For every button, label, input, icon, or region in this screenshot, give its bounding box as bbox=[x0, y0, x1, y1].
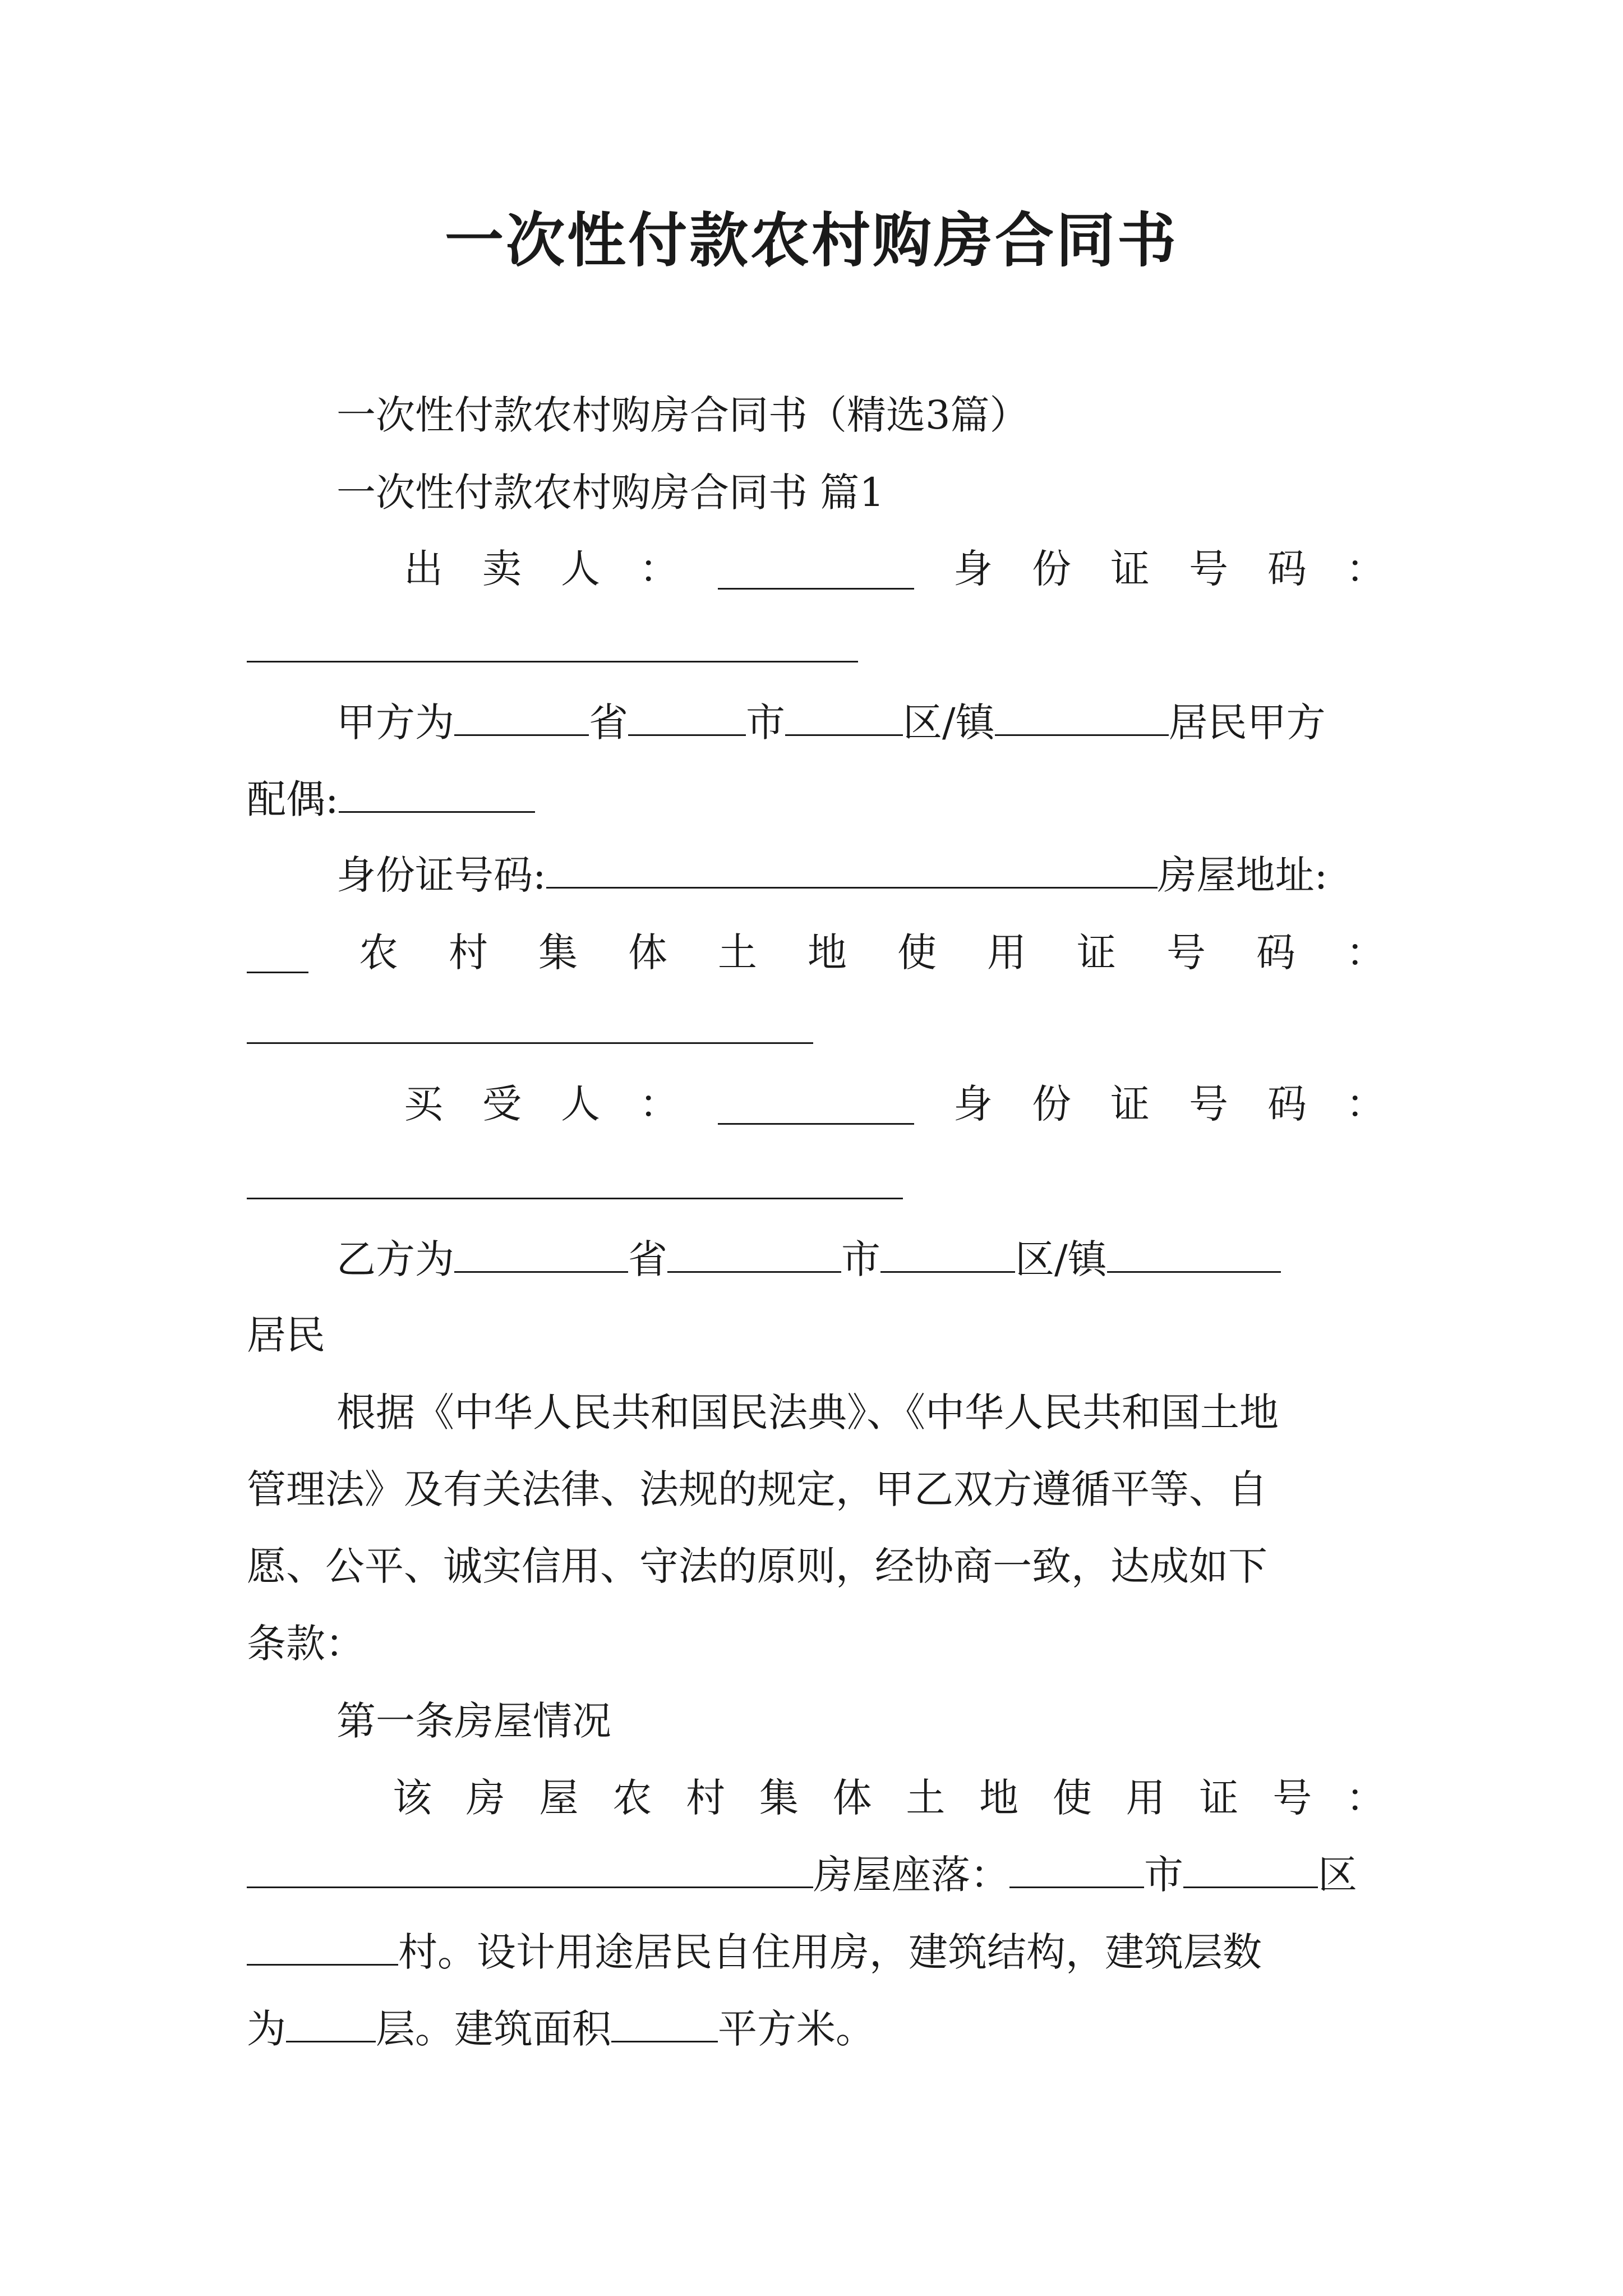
basis-line-3: 愿、公平、诚实信用、守法的原则，经协商一致，达成如下 bbox=[247, 1543, 1267, 1589]
province-label: 省 bbox=[589, 700, 628, 746]
buyer-id-char: 码 bbox=[1267, 1081, 1307, 1127]
party-b-province-blank[interactable] bbox=[454, 1232, 628, 1273]
cert-char: 屋 bbox=[539, 1775, 579, 1821]
floors-area-text: 层。建筑面积 bbox=[376, 2006, 611, 2052]
buyer-id-char: 身 bbox=[953, 1081, 993, 1127]
house-address-label: 房屋地址: bbox=[1157, 852, 1328, 898]
land-cert-row bbox=[247, 924, 1385, 981]
buyer-id-char: ： bbox=[1346, 1081, 1385, 1127]
id-number-label: 身份证号码: bbox=[336, 852, 546, 898]
village-usage-text: 村。设计用途居民自住用房，建筑结构，建筑层数 bbox=[398, 1929, 1262, 1975]
basis-line-2: 管理法》及有关法律、法规的规定，甲乙双方遵循平等、自 bbox=[247, 1466, 1267, 1512]
city-label: 市 bbox=[841, 1236, 880, 1282]
party-a-province-blank[interactable] bbox=[454, 695, 589, 736]
party-a-line bbox=[336, 694, 1385, 751]
cert-char: 号 bbox=[1272, 1775, 1312, 1821]
buyer-label-char: ： bbox=[639, 1081, 679, 1127]
article-1-cert-row bbox=[393, 1770, 1385, 1826]
spouse-label: 配偶: bbox=[247, 776, 339, 822]
buyer-label-char: 人 bbox=[561, 1081, 600, 1127]
district-town-label: 区/镇 bbox=[903, 700, 995, 746]
party-a-city-blank[interactable] bbox=[628, 695, 746, 736]
land-cert-char: 土 bbox=[718, 930, 757, 976]
cert-char: 集 bbox=[759, 1775, 799, 1821]
area-blank[interactable] bbox=[611, 2001, 718, 2042]
floors-blank[interactable] bbox=[286, 2001, 376, 2042]
cert-char: 使 bbox=[1052, 1775, 1092, 1821]
land-cert-char: ： bbox=[1346, 930, 1385, 976]
buyer-name-blank[interactable] bbox=[718, 1084, 914, 1125]
seller-label-char: 卖 bbox=[482, 546, 522, 592]
land-cert-char: 号 bbox=[1166, 930, 1206, 976]
buyer-id-blank[interactable] bbox=[247, 1198, 903, 1199]
buyer-id-char: 份 bbox=[1032, 1081, 1071, 1127]
cert-char: 体 bbox=[832, 1775, 872, 1821]
land-cert-char: 证 bbox=[1077, 930, 1116, 976]
party-b-line bbox=[336, 1231, 1385, 1287]
land-cert-char: 村 bbox=[449, 930, 488, 976]
district-label: 区 bbox=[1318, 1852, 1357, 1898]
cert-number-blank[interactable] bbox=[247, 1847, 813, 1888]
seller-id-char: ： bbox=[1346, 546, 1385, 592]
seller-id-char: 号 bbox=[1189, 546, 1228, 592]
land-cert-char: 集 bbox=[538, 930, 578, 976]
spouse-blank[interactable] bbox=[339, 772, 535, 813]
id-address-line bbox=[336, 847, 1385, 903]
district-town-label: 区/镇 bbox=[1015, 1236, 1107, 1282]
seller-row bbox=[404, 541, 1385, 597]
city-label: 市 bbox=[746, 700, 785, 746]
buyer-id-char: 证 bbox=[1110, 1081, 1150, 1127]
party-b-city-blank[interactable] bbox=[667, 1232, 841, 1273]
party-a-district-blank[interactable] bbox=[785, 695, 903, 736]
cert-char: 该 bbox=[393, 1775, 432, 1821]
spouse-line bbox=[247, 771, 1385, 827]
article-1-floors-line bbox=[247, 2001, 1385, 2057]
part-heading: 一次性付款农村购房合同书 篇1 bbox=[336, 470, 884, 516]
buyer-label-char: 受 bbox=[482, 1081, 522, 1127]
village-blank[interactable] bbox=[247, 1925, 398, 1966]
buyer-label-char: 买 bbox=[404, 1081, 443, 1127]
floors-prefix: 为 bbox=[247, 2006, 286, 2052]
cert-char: 农 bbox=[612, 1775, 652, 1821]
land-cert-char: 农 bbox=[359, 930, 398, 976]
seller-name-blank[interactable] bbox=[718, 549, 914, 590]
city-label: 市 bbox=[1144, 1852, 1183, 1898]
party-b-district-blank[interactable] bbox=[880, 1232, 1015, 1273]
seller-label-char: ： bbox=[639, 546, 679, 592]
house-location-label: 房屋座落： bbox=[813, 1852, 1009, 1898]
cert-char: 村 bbox=[686, 1775, 726, 1821]
land-cert-char: 体 bbox=[628, 930, 667, 976]
seller-id-char: 份 bbox=[1032, 546, 1071, 592]
id-number-blank[interactable] bbox=[546, 848, 1158, 889]
land-cert-char: 码 bbox=[1256, 930, 1295, 976]
article-1-location-line bbox=[247, 1847, 1385, 1903]
cert-char: 用 bbox=[1126, 1775, 1165, 1821]
resident-party-a-label: 居民甲方 bbox=[1168, 700, 1326, 746]
land-cert-char: 地 bbox=[808, 930, 847, 976]
area-unit-text: 平方米。 bbox=[718, 2006, 875, 2052]
location-district-blank[interactable] bbox=[1183, 1847, 1318, 1888]
cert-char: ： bbox=[1345, 1775, 1385, 1821]
subtitle: 一次性付款农村购房合同书（精选3篇） bbox=[336, 392, 1029, 438]
house-address-blank[interactable] bbox=[247, 932, 308, 973]
party-b-label: 乙方为 bbox=[336, 1236, 454, 1282]
article-1-heading: 第一条房屋情况 bbox=[336, 1698, 611, 1744]
cert-char: 证 bbox=[1199, 1775, 1239, 1821]
party-b-town-blank[interactable] bbox=[1107, 1232, 1281, 1273]
buyer-id-char: 号 bbox=[1189, 1081, 1228, 1127]
cert-char: 土 bbox=[906, 1775, 946, 1821]
article-1-village-line bbox=[247, 1924, 1385, 1980]
seller-label-char: 出 bbox=[404, 546, 443, 592]
party-a-town-blank[interactable] bbox=[995, 695, 1169, 736]
province-label: 省 bbox=[628, 1236, 667, 1282]
party-a-label: 甲方为 bbox=[336, 700, 454, 746]
document-title: 一次性付款农村购房合同书 bbox=[444, 205, 1178, 275]
basis-line-4: 条款： bbox=[247, 1621, 365, 1667]
location-city-blank[interactable] bbox=[1009, 1847, 1144, 1888]
seller-id-char: 身 bbox=[953, 546, 993, 592]
seller-id-blank[interactable] bbox=[247, 661, 858, 662]
seller-id-char: 证 bbox=[1110, 546, 1150, 592]
cert-char: 地 bbox=[979, 1775, 1019, 1821]
buyer-row bbox=[404, 1076, 1385, 1132]
basis-line-1: 根据《中华人民共和国民法典》、《中华人民共和国土地 bbox=[336, 1389, 1279, 1435]
cert-char: 房 bbox=[465, 1775, 505, 1821]
land-cert-char: 用 bbox=[987, 930, 1026, 976]
land-cert-blank[interactable] bbox=[247, 1042, 813, 1044]
seller-label-char: 人 bbox=[561, 546, 600, 592]
land-cert-char: 使 bbox=[897, 930, 937, 976]
seller-id-char: 码 bbox=[1267, 546, 1307, 592]
resident-line: 居民 bbox=[247, 1312, 325, 1358]
